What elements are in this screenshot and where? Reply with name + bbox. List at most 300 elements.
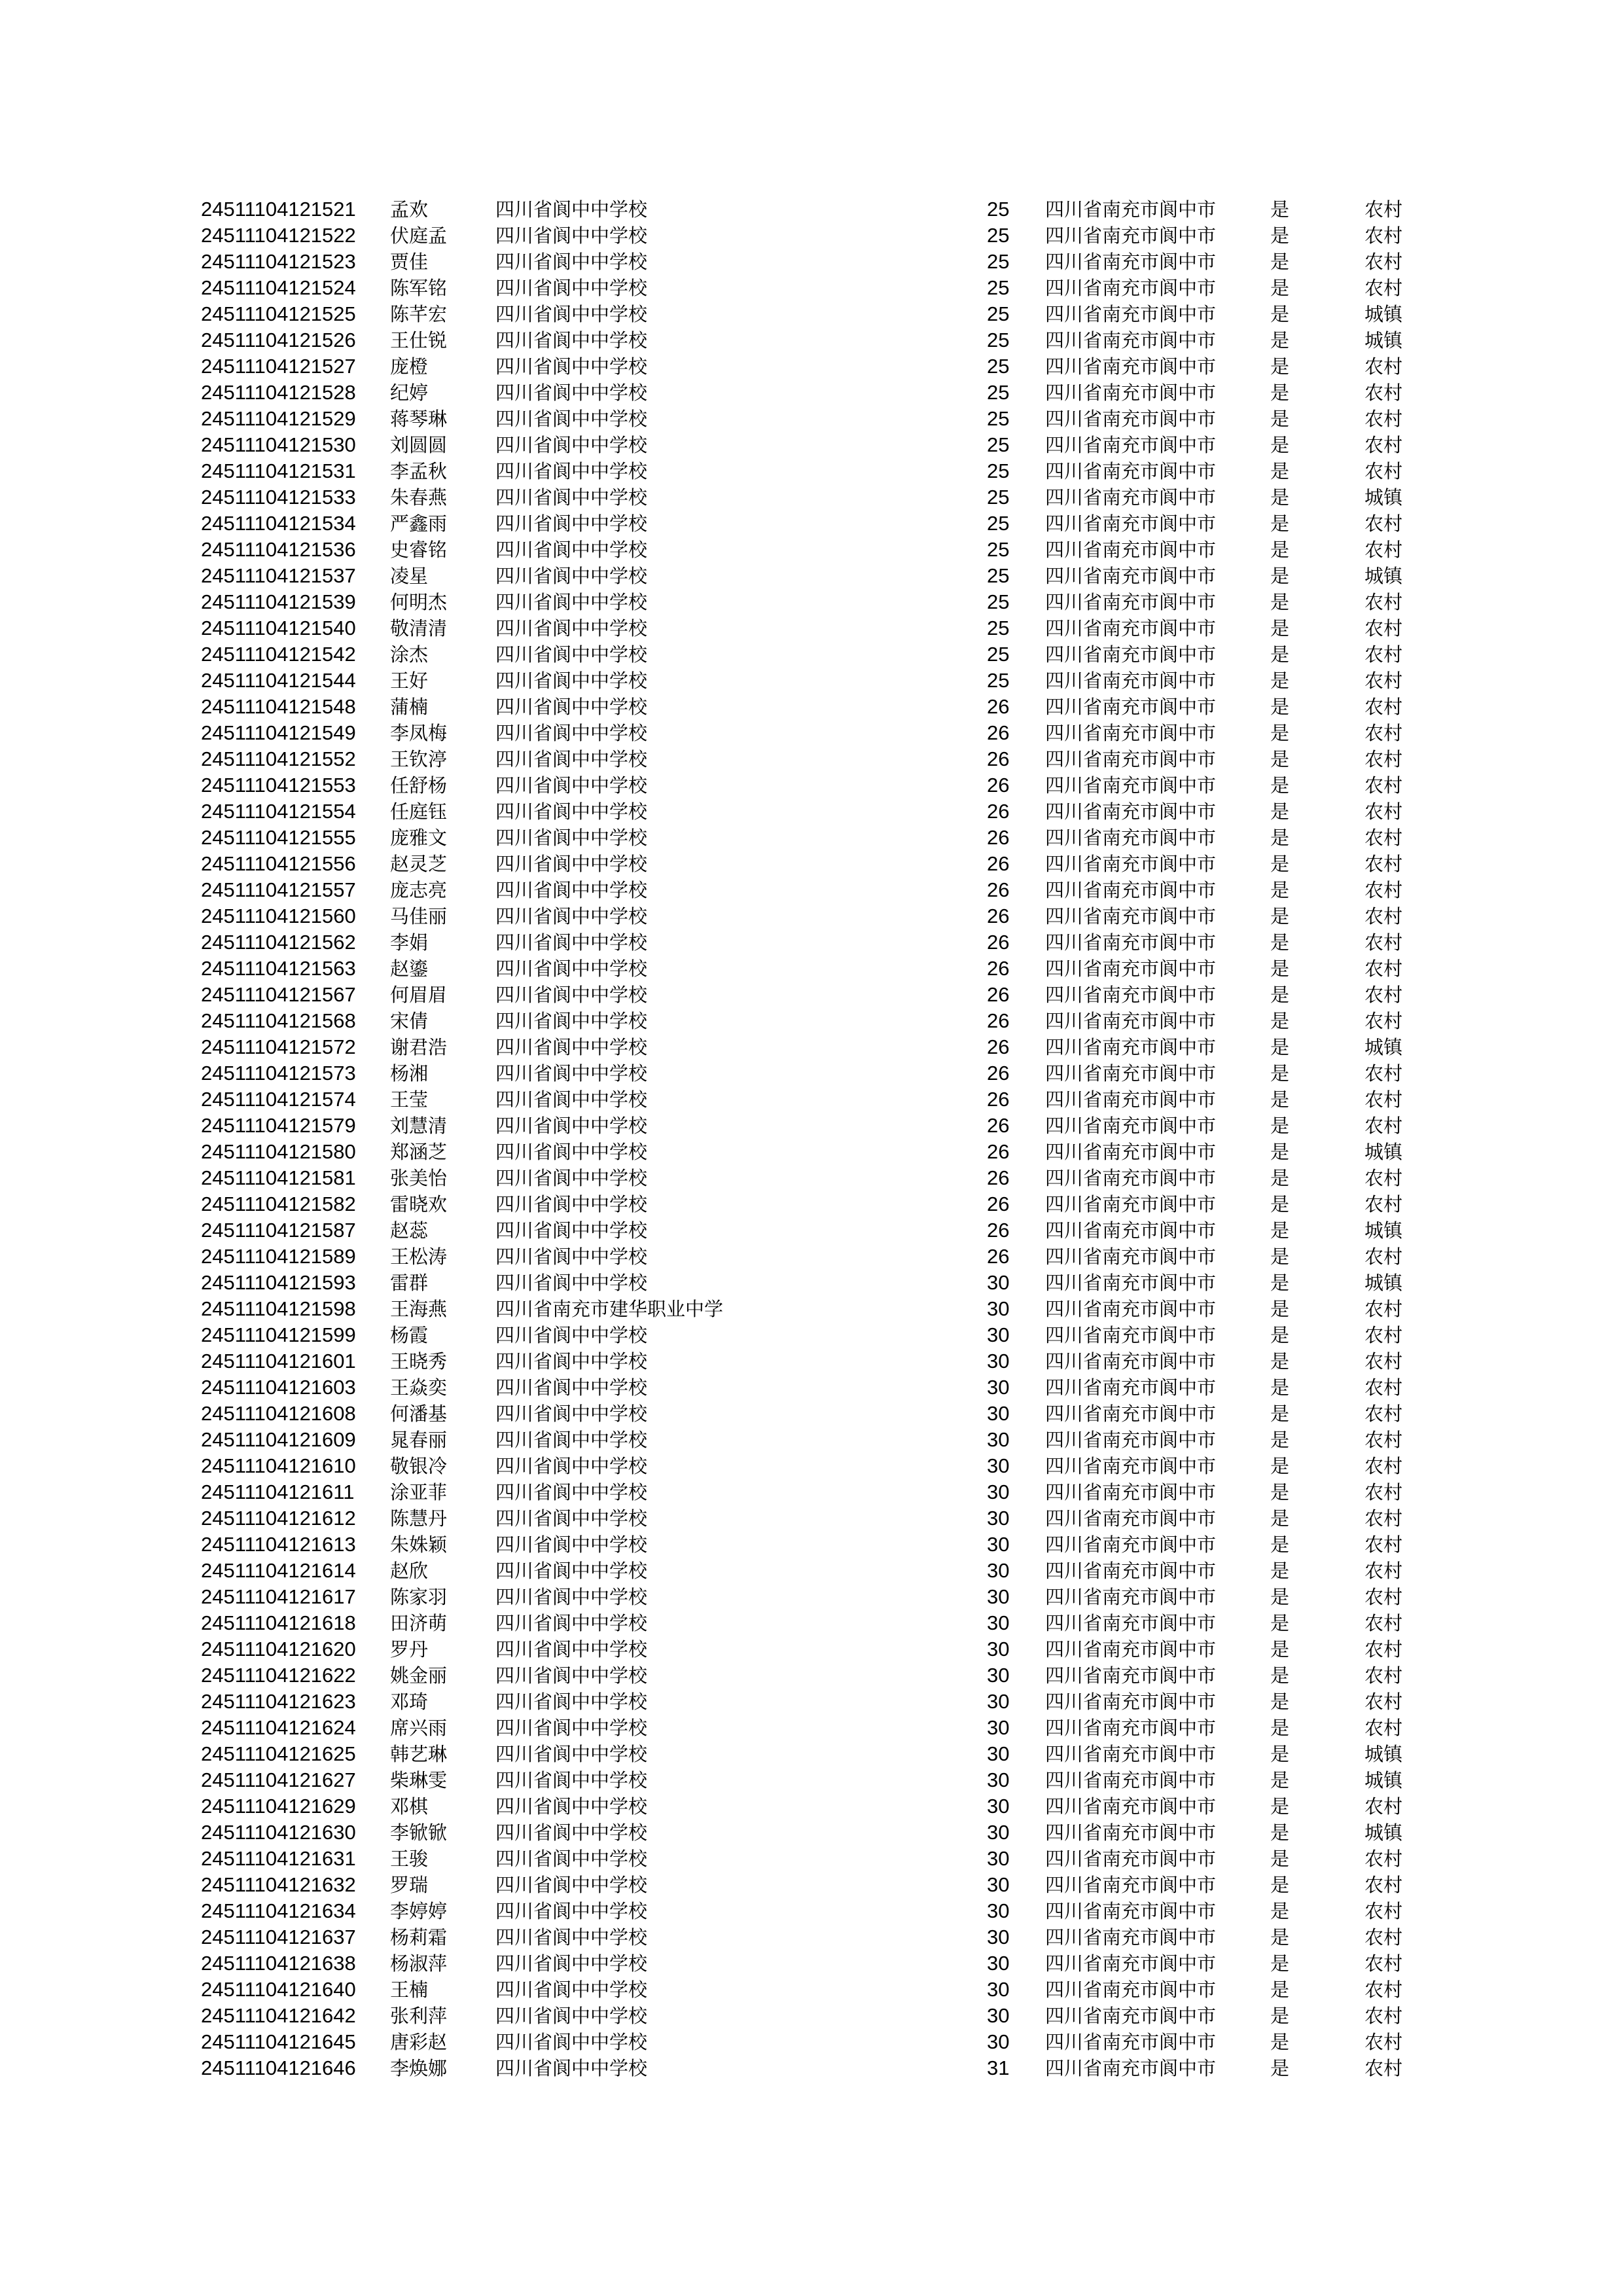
student-id-cell: 24511104121555 <box>201 826 356 849</box>
region-cell: 四川省南充市阆中市 <box>1045 905 1217 927</box>
score-cell: 25 <box>987 590 1010 613</box>
name-cell: 王楠 <box>390 1979 429 2001</box>
region-cell: 四川省南充市阆中市 <box>1045 1272 1217 1294</box>
score-cell: 31 <box>987 2056 1010 2079</box>
table-row <box>0 1898 1623 1924</box>
region-cell: 四川省南充市阆中市 <box>1045 512 1217 535</box>
table-row <box>0 1662 1623 1689</box>
flag-cell: 是 <box>1270 1272 1290 1294</box>
table-row <box>0 746 1623 772</box>
region-cell: 四川省南充市阆中市 <box>1045 1926 1217 1948</box>
school-cell: 四川省阆中中学校 <box>495 355 648 378</box>
name-cell: 宋倩 <box>390 1010 429 1032</box>
residence-type-cell: 农村 <box>1364 1429 1403 1451</box>
name-cell: 刘慧清 <box>390 1115 448 1137</box>
name-cell: 庞橙 <box>390 355 429 378</box>
region-cell: 四川省南充市阆中市 <box>1045 1298 1217 1320</box>
name-cell: 王焱奕 <box>390 1376 448 1399</box>
school-cell: 四川省阆中中学校 <box>495 931 648 954</box>
score-cell: 30 <box>987 1664 1010 1687</box>
flag-cell: 是 <box>1270 512 1290 535</box>
student-id-cell: 24511104121646 <box>201 2056 356 2079</box>
name-cell: 朱春燕 <box>390 486 448 509</box>
score-cell: 25 <box>987 224 1010 247</box>
student-id-cell: 24511104121618 <box>201 1611 356 1634</box>
table-row <box>0 1636 1623 1662</box>
region-cell: 四川省南充市阆中市 <box>1045 382 1217 404</box>
name-cell: 敬清清 <box>390 617 448 639</box>
school-cell: 四川省阆中中学校 <box>495 774 648 797</box>
table-row <box>0 275 1623 301</box>
residence-type-cell: 农村 <box>1364 670 1403 692</box>
table-row <box>0 301 1623 327</box>
student-id-cell: 24511104121537 <box>201 564 356 587</box>
residence-type-cell: 农村 <box>1364 1848 1403 1870</box>
student-id-cell: 24511104121527 <box>201 355 356 378</box>
flag-cell: 是 <box>1270 1403 1290 1425</box>
school-cell: 四川省阆中中学校 <box>495 696 648 718</box>
flag-cell: 是 <box>1270 539 1290 561</box>
school-cell: 四川省阆中中学校 <box>495 591 648 613</box>
residence-type-cell: 农村 <box>1364 905 1403 927</box>
score-cell: 26 <box>987 800 1010 823</box>
student-id-cell: 24511104121629 <box>201 1795 356 1818</box>
residence-type-cell: 农村 <box>1364 696 1403 718</box>
score-cell: 30 <box>987 1821 1010 1844</box>
score-cell: 25 <box>987 302 1010 325</box>
school-cell: 四川省阆中中学校 <box>495 1062 648 1085</box>
school-cell: 四川省阆中中学校 <box>495 1219 648 1242</box>
school-cell: 四川省阆中中学校 <box>495 1560 648 1582</box>
name-cell: 李锨锨 <box>390 1821 448 1844</box>
student-id-cell: 24511104121522 <box>201 224 356 247</box>
flag-cell: 是 <box>1270 1088 1290 1111</box>
student-id-cell: 24511104121562 <box>201 931 356 954</box>
table-row <box>0 1950 1623 1977</box>
name-cell: 王钦渟 <box>390 748 448 770</box>
table-row <box>0 1165 1623 1191</box>
residence-type-cell: 农村 <box>1364 591 1403 613</box>
residence-type-cell: 农村 <box>1364 984 1403 1006</box>
school-cell: 四川省阆中中学校 <box>495 565 648 587</box>
school-cell: 四川省阆中中学校 <box>495 1586 648 1608</box>
name-cell: 晁春丽 <box>390 1429 448 1451</box>
region-cell: 四川省南充市阆中市 <box>1045 1586 1217 1608</box>
residence-type-cell: 农村 <box>1364 879 1403 901</box>
school-cell: 四川省阆中中学校 <box>495 1403 648 1425</box>
residence-type-cell: 城镇 <box>1364 1743 1403 1765</box>
score-cell: 25 <box>987 486 1010 509</box>
score-cell: 30 <box>987 1402 1010 1425</box>
school-cell: 四川省阆中中学校 <box>495 643 648 666</box>
table-row <box>0 2029 1623 2055</box>
score-cell: 30 <box>987 1690 1010 1713</box>
region-cell: 四川省南充市阆中市 <box>1045 1403 1217 1425</box>
student-id-cell: 24511104121608 <box>201 1402 356 1425</box>
table-row <box>0 1846 1623 1872</box>
score-cell: 25 <box>987 381 1010 404</box>
student-id-cell: 24511104121603 <box>201 1376 356 1399</box>
score-cell: 30 <box>987 1376 1010 1399</box>
score-cell: 25 <box>987 564 1010 587</box>
residence-type-cell: 农村 <box>1364 2031 1403 2053</box>
flag-cell: 是 <box>1270 643 1290 666</box>
flag-cell: 是 <box>1270 1010 1290 1032</box>
student-id-cell: 24511104121623 <box>201 1690 356 1713</box>
school-cell: 四川省阆中中学校 <box>495 1088 648 1111</box>
name-cell: 杨莉霜 <box>390 1926 448 1948</box>
student-id-cell: 24511104121523 <box>201 250 356 273</box>
score-cell: 30 <box>987 1323 1010 1346</box>
student-id-cell: 24511104121638 <box>201 1952 356 1975</box>
residence-type-cell: 农村 <box>1364 1455 1403 1477</box>
residence-type-cell: 农村 <box>1364 800 1403 823</box>
school-cell: 四川省阆中中学校 <box>495 1743 648 1765</box>
student-id-cell: 24511104121632 <box>201 1873 356 1896</box>
region-cell: 四川省南充市阆中市 <box>1045 1795 1217 1818</box>
table-row <box>0 380 1623 406</box>
name-cell: 郑涵芝 <box>390 1141 448 1163</box>
school-cell: 四川省阆中中学校 <box>495 1900 648 1922</box>
name-cell: 贾佳 <box>390 251 429 273</box>
name-cell: 王晓秀 <box>390 1350 448 1372</box>
residence-type-cell: 城镇 <box>1364 1141 1403 1163</box>
residence-type-cell: 农村 <box>1364 460 1403 482</box>
residence-type-cell: 城镇 <box>1364 329 1403 351</box>
table-row <box>0 1977 1623 2003</box>
residence-type-cell: 农村 <box>1364 958 1403 980</box>
student-id-cell: 24511104121609 <box>201 1428 356 1451</box>
flag-cell: 是 <box>1270 1219 1290 1242</box>
name-cell: 罗丹 <box>390 1638 429 1660</box>
school-cell: 四川省阆中中学校 <box>495 670 648 692</box>
table-row <box>0 772 1623 798</box>
name-cell: 伏庭孟 <box>390 224 448 247</box>
school-cell: 四川省阆中中学校 <box>495 800 648 823</box>
flag-cell: 是 <box>1270 800 1290 823</box>
score-cell: 30 <box>987 1271 1010 1294</box>
student-id-cell: 24511104121642 <box>201 2004 356 2027</box>
student-id-cell: 24511104121525 <box>201 302 356 325</box>
student-id-cell: 24511104121540 <box>201 617 356 639</box>
region-cell: 四川省南充市阆中市 <box>1045 617 1217 639</box>
student-id-cell: 24511104121581 <box>201 1166 356 1189</box>
student-id-cell: 24511104121631 <box>201 1847 356 1870</box>
flag-cell: 是 <box>1270 1062 1290 1085</box>
school-cell: 四川省阆中中学校 <box>495 198 648 221</box>
residence-type-cell: 农村 <box>1364 1586 1403 1608</box>
residence-type-cell: 农村 <box>1364 512 1403 535</box>
score-cell: 30 <box>987 1978 1010 2001</box>
score-cell: 25 <box>987 538 1010 561</box>
region-cell: 四川省南充市阆中市 <box>1045 1900 1217 1922</box>
school-cell: 四川省阆中中学校 <box>495 408 648 430</box>
residence-type-cell: 城镇 <box>1364 1769 1403 1791</box>
flag-cell: 是 <box>1270 1821 1290 1844</box>
student-id-cell: 24511104121533 <box>201 486 356 509</box>
name-cell: 任庭钰 <box>390 800 448 823</box>
school-cell: 四川省阆中中学校 <box>495 1769 648 1791</box>
flag-cell: 是 <box>1270 1455 1290 1477</box>
school-cell: 四川省阆中中学校 <box>495 1455 648 1477</box>
flag-cell: 是 <box>1270 984 1290 1006</box>
score-cell: 25 <box>987 669 1010 692</box>
flag-cell: 是 <box>1270 1507 1290 1530</box>
name-cell: 赵灵芝 <box>390 853 448 875</box>
score-cell: 30 <box>987 1926 1010 1948</box>
score-cell: 30 <box>987 1428 1010 1451</box>
score-cell: 30 <box>987 2004 1010 2027</box>
residence-type-cell: 农村 <box>1364 382 1403 404</box>
region-cell: 四川省南充市阆中市 <box>1045 2057 1217 2079</box>
table-row <box>0 1427 1623 1453</box>
residence-type-cell: 农村 <box>1364 1193 1403 1215</box>
region-cell: 四川省南充市阆中市 <box>1045 1036 1217 1058</box>
flag-cell: 是 <box>1270 355 1290 378</box>
flag-cell: 是 <box>1270 853 1290 875</box>
school-cell: 四川省阆中中学校 <box>495 539 648 561</box>
residence-type-cell: 农村 <box>1364 1088 1403 1111</box>
table-row <box>0 694 1623 720</box>
student-id-cell: 24511104121582 <box>201 1193 356 1215</box>
flag-cell: 是 <box>1270 670 1290 692</box>
flag-cell: 是 <box>1270 827 1290 849</box>
region-cell: 四川省南充市阆中市 <box>1045 355 1217 378</box>
region-cell: 四川省南充市阆中市 <box>1045 722 1217 744</box>
student-id-cell: 24511104121526 <box>201 329 356 351</box>
residence-type-cell: 农村 <box>1364 1115 1403 1137</box>
region-cell: 四川省南充市阆中市 <box>1045 1141 1217 1163</box>
student-id-cell: 24511104121534 <box>201 512 356 535</box>
score-cell: 30 <box>987 1480 1010 1503</box>
score-cell: 26 <box>987 852 1010 875</box>
flag-cell: 是 <box>1270 460 1290 482</box>
score-cell: 30 <box>987 2030 1010 2053</box>
score-cell: 25 <box>987 355 1010 378</box>
region-cell: 四川省南充市阆中市 <box>1045 879 1217 901</box>
name-cell: 蒲楠 <box>390 696 429 718</box>
score-cell: 30 <box>987 1559 1010 1582</box>
table-row <box>0 1689 1623 1715</box>
residence-type-cell: 城镇 <box>1364 1821 1403 1844</box>
residence-type-cell: 农村 <box>1364 277 1403 299</box>
region-cell: 四川省南充市阆中市 <box>1045 1507 1217 1530</box>
student-id-cell: 24511104121622 <box>201 1664 356 1687</box>
student-id-cell: 24511104121568 <box>201 1009 356 1032</box>
region-cell: 四川省南充市阆中市 <box>1045 1062 1217 1085</box>
name-cell: 何潘基 <box>390 1403 448 1425</box>
school-cell: 四川省阆中中学校 <box>495 2005 648 2027</box>
name-cell: 罗瑞 <box>390 1874 429 1896</box>
flag-cell: 是 <box>1270 565 1290 587</box>
table-row <box>0 511 1623 537</box>
name-cell: 赵欣 <box>390 1560 429 1582</box>
score-cell: 25 <box>987 250 1010 273</box>
name-cell: 庞雅文 <box>390 827 448 849</box>
score-cell: 25 <box>987 617 1010 639</box>
flag-cell: 是 <box>1270 774 1290 797</box>
score-cell: 25 <box>987 643 1010 666</box>
table-row <box>0 1741 1623 1767</box>
score-cell: 26 <box>987 747 1010 770</box>
table-row <box>0 1034 1623 1060</box>
student-id-cell: 24511104121613 <box>201 1533 356 1556</box>
flag-cell: 是 <box>1270 2057 1290 2079</box>
name-cell: 王海燕 <box>390 1298 448 1320</box>
score-cell: 26 <box>987 957 1010 980</box>
student-id-cell: 24511104121634 <box>201 1899 356 1922</box>
table-row <box>0 1479 1623 1505</box>
flag-cell: 是 <box>1270 1900 1290 1922</box>
residence-type-cell: 农村 <box>1364 2005 1403 2027</box>
name-cell: 李婷婷 <box>390 1900 448 1922</box>
name-cell: 王好 <box>390 670 429 692</box>
residence-type-cell: 农村 <box>1364 1612 1403 1634</box>
student-id-cell: 24511104121637 <box>201 1926 356 1948</box>
table-row <box>0 353 1623 380</box>
region-cell: 四川省南充市阆中市 <box>1045 958 1217 980</box>
name-cell: 任舒杨 <box>390 774 448 797</box>
region-cell: 四川省南充市阆中市 <box>1045 1534 1217 1556</box>
region-cell: 四川省南充市阆中市 <box>1045 1429 1217 1451</box>
score-cell: 30 <box>987 1297 1010 1320</box>
school-cell: 四川省阆中中学校 <box>495 1717 648 1739</box>
school-cell: 四川省阆中中学校 <box>495 460 648 482</box>
name-cell: 凌星 <box>390 565 429 587</box>
flag-cell: 是 <box>1270 251 1290 273</box>
flag-cell: 是 <box>1270 2031 1290 2053</box>
score-cell: 25 <box>987 512 1010 535</box>
residence-type-cell: 农村 <box>1364 2057 1403 2079</box>
region-cell: 四川省南充市阆中市 <box>1045 1717 1217 1739</box>
flag-cell: 是 <box>1270 696 1290 718</box>
score-cell: 30 <box>987 1847 1010 1870</box>
region-cell: 四川省南充市阆中市 <box>1045 1010 1217 1032</box>
name-cell: 史睿铭 <box>390 539 448 561</box>
name-cell: 陈军铭 <box>390 277 448 299</box>
student-id-cell: 24511104121587 <box>201 1219 356 1242</box>
region-cell: 四川省南充市阆中市 <box>1045 277 1217 299</box>
school-cell: 四川省阆中中学校 <box>495 617 648 639</box>
school-cell: 四川省阆中中学校 <box>495 879 648 901</box>
region-cell: 四川省南充市阆中市 <box>1045 251 1217 273</box>
residence-type-cell: 农村 <box>1364 1062 1403 1085</box>
name-cell: 张利萍 <box>390 2005 448 2027</box>
region-cell: 四川省南充市阆中市 <box>1045 1481 1217 1503</box>
region-cell: 四川省南充市阆中市 <box>1045 1455 1217 1477</box>
flag-cell: 是 <box>1270 1926 1290 1948</box>
name-cell: 田济萌 <box>390 1612 448 1634</box>
table-row <box>0 223 1623 249</box>
name-cell: 赵鎏 <box>390 958 429 980</box>
score-cell: 30 <box>987 1507 1010 1530</box>
region-cell: 四川省南充市阆中市 <box>1045 1219 1217 1242</box>
flag-cell: 是 <box>1270 1874 1290 1896</box>
region-cell: 四川省南充市阆中市 <box>1045 1952 1217 1975</box>
flag-cell: 是 <box>1270 1717 1290 1739</box>
residence-type-cell: 农村 <box>1364 355 1403 378</box>
flag-cell: 是 <box>1270 1246 1290 1268</box>
region-cell: 四川省南充市阆中市 <box>1045 198 1217 221</box>
score-cell: 30 <box>987 1638 1010 1660</box>
region-cell: 四川省南充市阆中市 <box>1045 539 1217 561</box>
student-id-cell: 24511104121557 <box>201 878 356 901</box>
table-row <box>0 1270 1623 1296</box>
name-cell: 韩艺琳 <box>390 1743 448 1765</box>
table-row <box>0 2055 1623 2081</box>
table-row <box>0 484 1623 511</box>
school-cell: 四川省阆中中学校 <box>495 303 648 325</box>
score-cell: 30 <box>987 1742 1010 1765</box>
student-id-cell: 24511104121574 <box>201 1088 356 1111</box>
school-cell: 四川省阆中中学校 <box>495 1691 648 1713</box>
school-cell: 四川省阆中中学校 <box>495 382 648 404</box>
residence-type-cell: 农村 <box>1364 224 1403 247</box>
region-cell: 四川省南充市阆中市 <box>1045 460 1217 482</box>
flag-cell: 是 <box>1270 905 1290 927</box>
residence-type-cell: 农村 <box>1364 539 1403 561</box>
school-cell: 四川省阆中中学校 <box>495 2031 648 2053</box>
table-row <box>0 1532 1623 1558</box>
student-id-cell: 24511104121630 <box>201 1821 356 1844</box>
name-cell: 陈慧丹 <box>390 1507 448 1530</box>
flag-cell: 是 <box>1270 1638 1290 1660</box>
table-row <box>0 1767 1623 1793</box>
table-row <box>0 825 1623 851</box>
flag-cell: 是 <box>1270 1036 1290 1058</box>
flag-cell: 是 <box>1270 1769 1290 1791</box>
score-cell: 30 <box>987 1952 1010 1975</box>
region-cell: 四川省南充市阆中市 <box>1045 1167 1217 1189</box>
flag-cell: 是 <box>1270 1429 1290 1451</box>
score-cell: 26 <box>987 1009 1010 1032</box>
flag-cell: 是 <box>1270 722 1290 744</box>
region-cell: 四川省南充市阆中市 <box>1045 827 1217 849</box>
residence-type-cell: 城镇 <box>1364 486 1403 509</box>
name-cell: 孟欢 <box>390 198 429 221</box>
residence-type-cell: 城镇 <box>1364 565 1403 587</box>
school-cell: 四川省阆中中学校 <box>495 251 648 273</box>
residence-type-cell: 城镇 <box>1364 1219 1403 1242</box>
residence-type-cell: 农村 <box>1364 1795 1403 1818</box>
name-cell: 杨霞 <box>390 1324 429 1346</box>
flag-cell: 是 <box>1270 879 1290 901</box>
school-cell: 四川省阆中中学校 <box>495 1507 648 1530</box>
table-row <box>0 1374 1623 1401</box>
table-row <box>0 1139 1623 1165</box>
table-row <box>0 1872 1623 1898</box>
school-cell: 四川省阆中中学校 <box>495 434 648 456</box>
flag-cell: 是 <box>1270 486 1290 509</box>
flag-cell: 是 <box>1270 1848 1290 1870</box>
region-cell: 四川省南充市阆中市 <box>1045 1691 1217 1713</box>
score-cell: 26 <box>987 826 1010 849</box>
name-cell: 王松涛 <box>390 1246 448 1268</box>
score-cell: 26 <box>987 983 1010 1006</box>
region-cell: 四川省南充市阆中市 <box>1045 1664 1217 1687</box>
school-cell: 四川省阆中中学校 <box>495 1848 648 1870</box>
flag-cell: 是 <box>1270 1586 1290 1608</box>
table-row <box>0 1191 1623 1217</box>
student-id-cell: 24511104121567 <box>201 983 356 1006</box>
residence-type-cell: 农村 <box>1364 1560 1403 1582</box>
residence-type-cell: 农村 <box>1364 1638 1403 1660</box>
residence-type-cell: 农村 <box>1364 1874 1403 1896</box>
region-cell: 四川省南充市阆中市 <box>1045 1246 1217 1268</box>
residence-type-cell: 城镇 <box>1364 1272 1403 1294</box>
student-id-cell: 24511104121528 <box>201 381 356 404</box>
school-cell: 四川省阆中中学校 <box>495 1664 648 1687</box>
